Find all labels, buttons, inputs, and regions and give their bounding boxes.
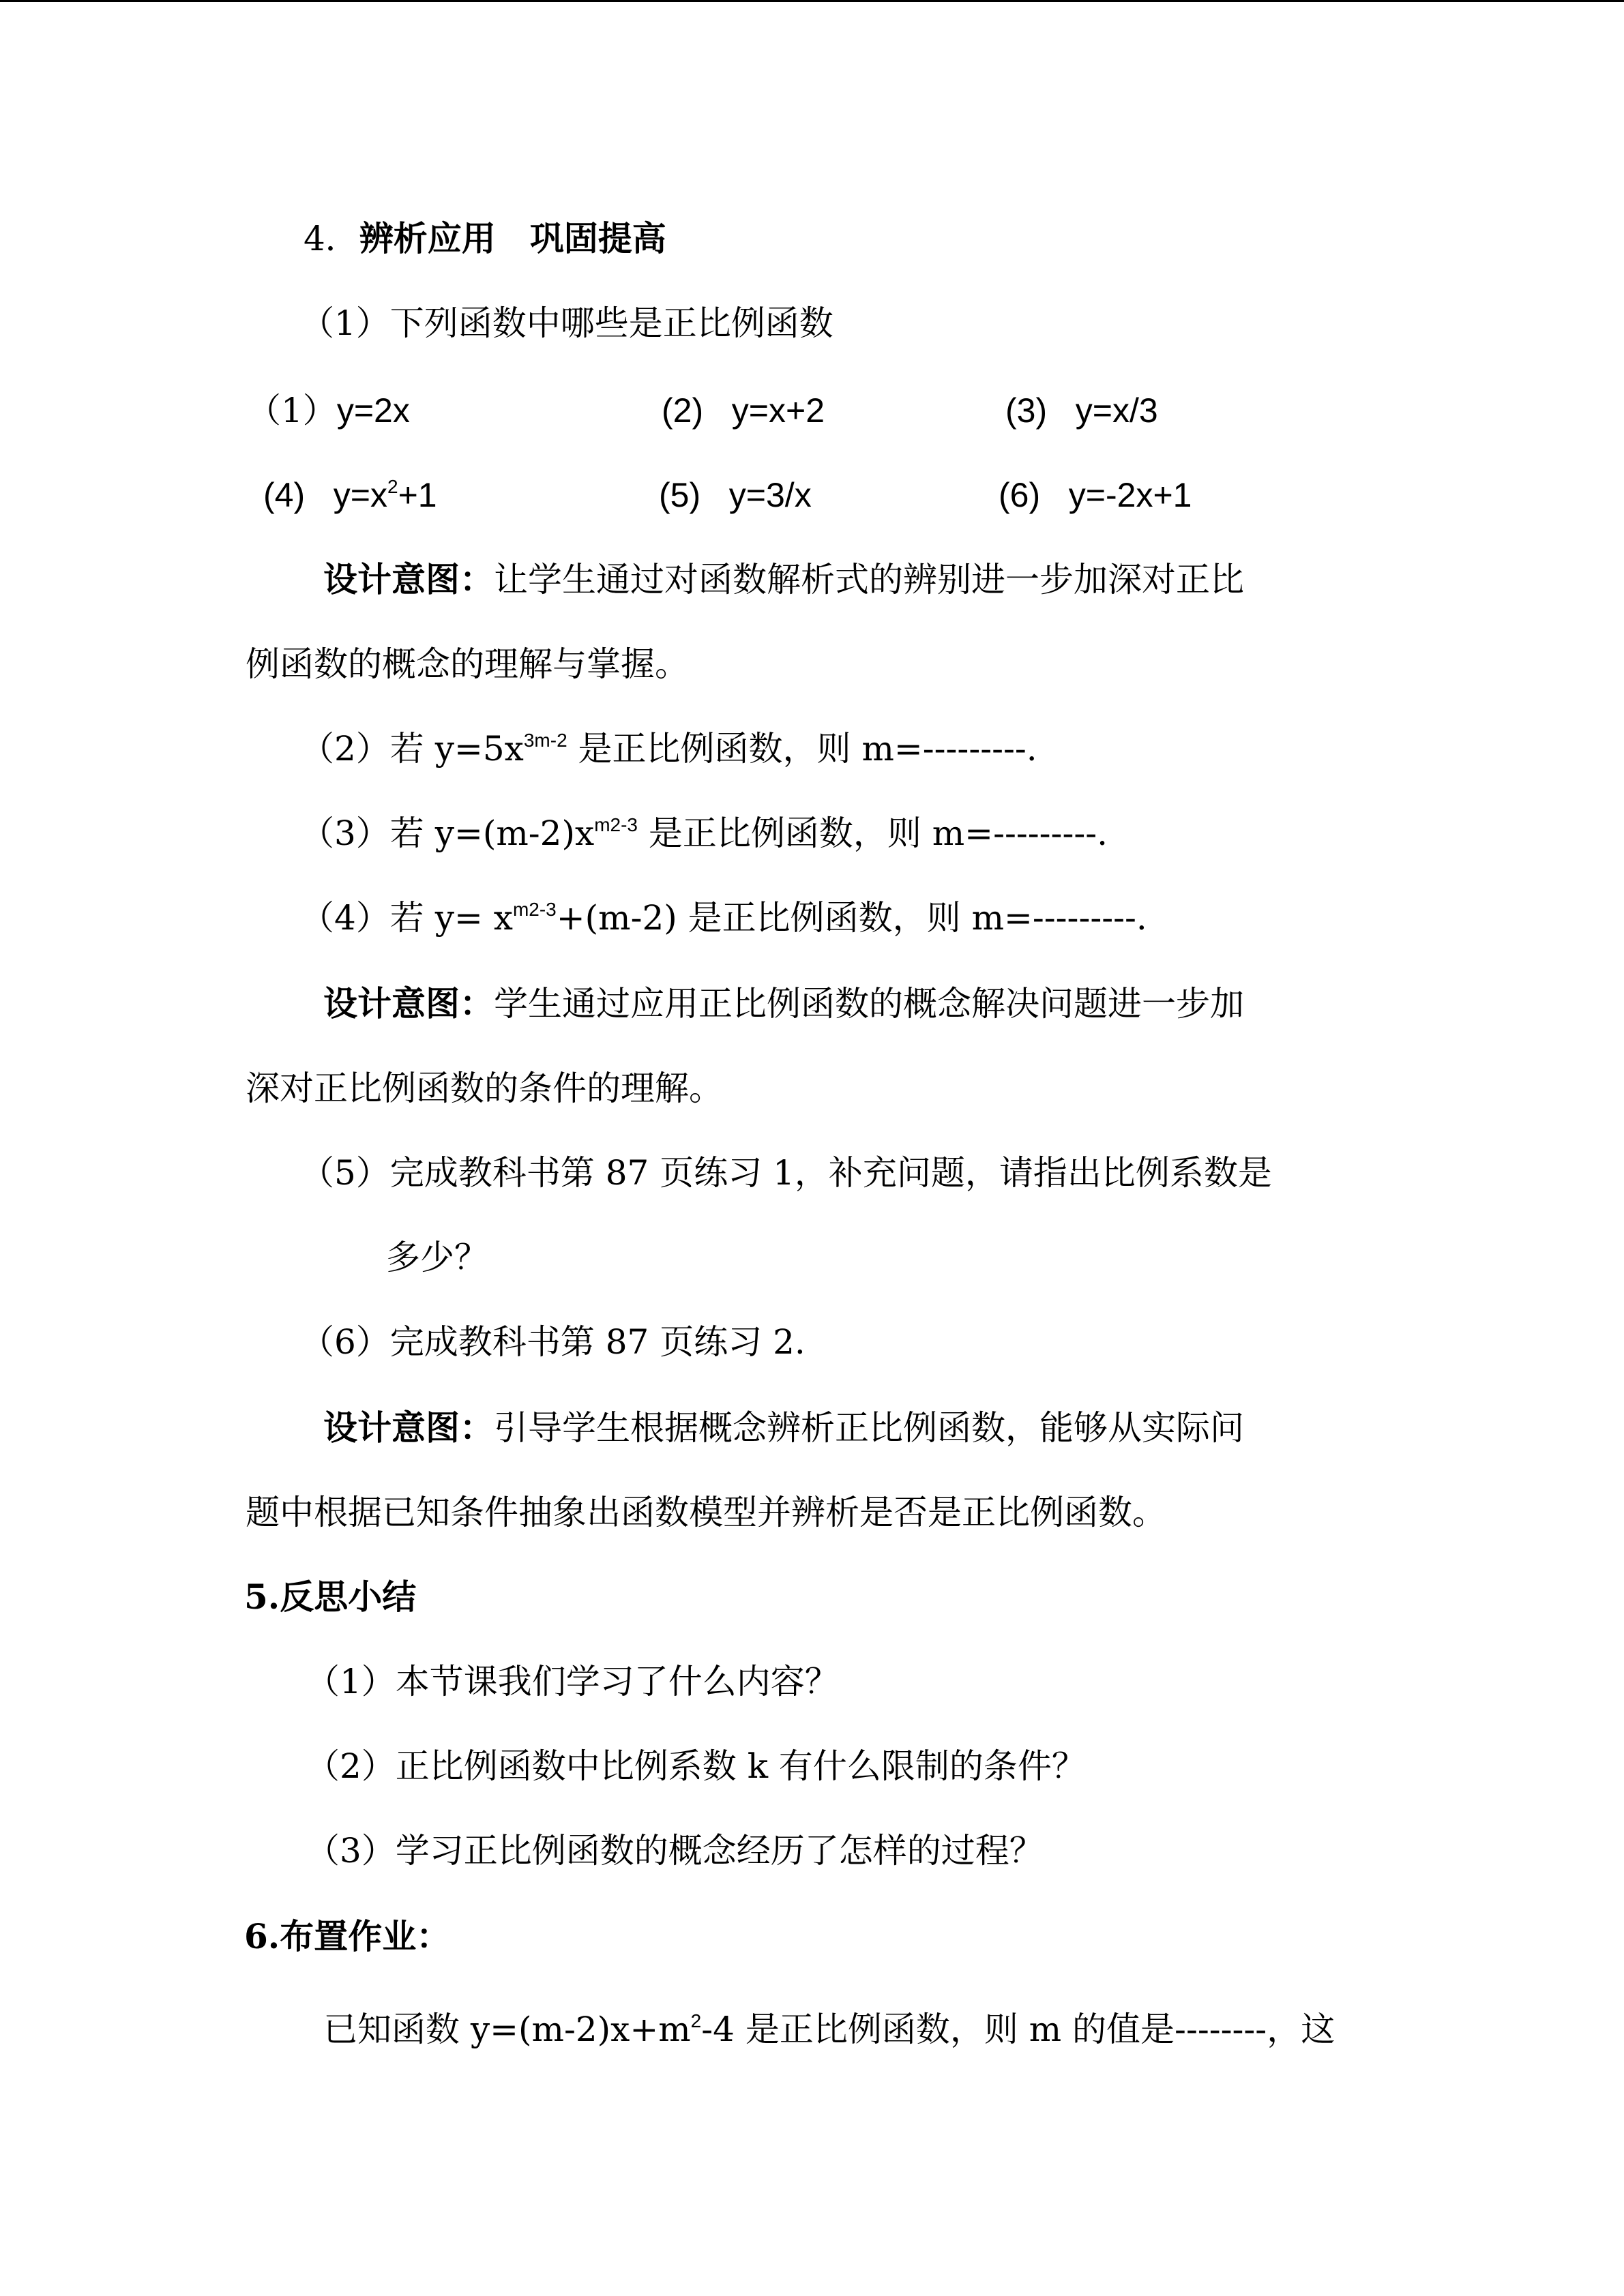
q1-option-6: (6) y=-2x+1 bbox=[999, 476, 1192, 514]
q5-line-2: 多少？ bbox=[386, 1238, 488, 1277]
q1-option-5: (5) y=3/x bbox=[659, 476, 812, 514]
q3: （3）若 $y=(m-2)x^{m2-3}$ 是正比例函数，则 m=---------. bbox=[300, 814, 1108, 853]
section-5-title: 5.反思小结 bbox=[244, 1577, 417, 1617]
reflection-item-3: （3）学习正比例函数的概念经历了怎样的过程？ bbox=[306, 1831, 1044, 1870]
design-intent-1-line-1: 设计意图：让学生通过对函数解析式的辨别进一步加深对正比 bbox=[323, 559, 1244, 599]
design-intent-3-line-2: 题中根据已知条件抽象出函数模型并辨析是否是正比例函数。 bbox=[246, 1493, 1166, 1532]
reflection-item-2: （2）正比例函数中比例系数 k 有什么限制的条件？ bbox=[306, 1746, 1086, 1786]
q6: （6）完成教科书第 87 页练习 2. bbox=[300, 1322, 806, 1362]
q4: （4）若 $y= x^{m2-3}+(m-2)$ 是正比例函数，则 m=---------. bbox=[300, 898, 1147, 938]
design-intent-3-line-1: 设计意图：引导学生根据概念辨析正比例函数，能够从实际问 bbox=[323, 1407, 1244, 1448]
design-intent-2-line-2: 深对正比例函数的条件的理解。 bbox=[246, 1069, 723, 1108]
homework-text: 已知函数 $y=(m-2)x+m^2-4$ 是正比例函数，则 m 的值是--------，这 bbox=[323, 2010, 1335, 2049]
section-4-heading bbox=[304, 217, 666, 260]
q1-option-2: (2) y=x+2 bbox=[662, 391, 825, 430]
q1-option-4: (4) $y=x^2+1$ bbox=[263, 476, 437, 514]
q1-option-3: (3) y=x/3 bbox=[1005, 391, 1158, 430]
q5-line-1: （5）完成教科书第 87 页练习 1，补充问题，请指出比例系数是 bbox=[300, 1153, 1272, 1193]
design-intent-label: 设计意图： bbox=[323, 983, 494, 1024]
reflection-item-1: （1）本节课我们学习了什么内容？ bbox=[306, 1662, 839, 1701]
design-intent-label: 设计意图： bbox=[323, 1407, 494, 1448]
design-intent-label: 设计意图： bbox=[323, 559, 494, 599]
section-6-title: 6.布置作业： bbox=[244, 1916, 451, 1956]
design-intent-2-line-1: 设计意图：学生通过应用正比例函数的概念解决问题进一步加 bbox=[323, 983, 1244, 1024]
design-intent-1-line-2: 例函数的概念的理解与掌握。 bbox=[246, 644, 689, 684]
page-top-border bbox=[0, 0, 1624, 2]
section-4-number: 4． bbox=[304, 219, 359, 258]
q2: （2）若 $y=5x^{3m-2}$ 是正比例函数，则 m=---------. bbox=[300, 729, 1037, 769]
q1-option-1: （1）y=2x bbox=[247, 391, 410, 430]
section-4-title: 辨析应用 巩固提高 bbox=[359, 218, 666, 258]
q1-prompt: （1）下列函数中哪些是正比例函数 bbox=[300, 303, 833, 343]
